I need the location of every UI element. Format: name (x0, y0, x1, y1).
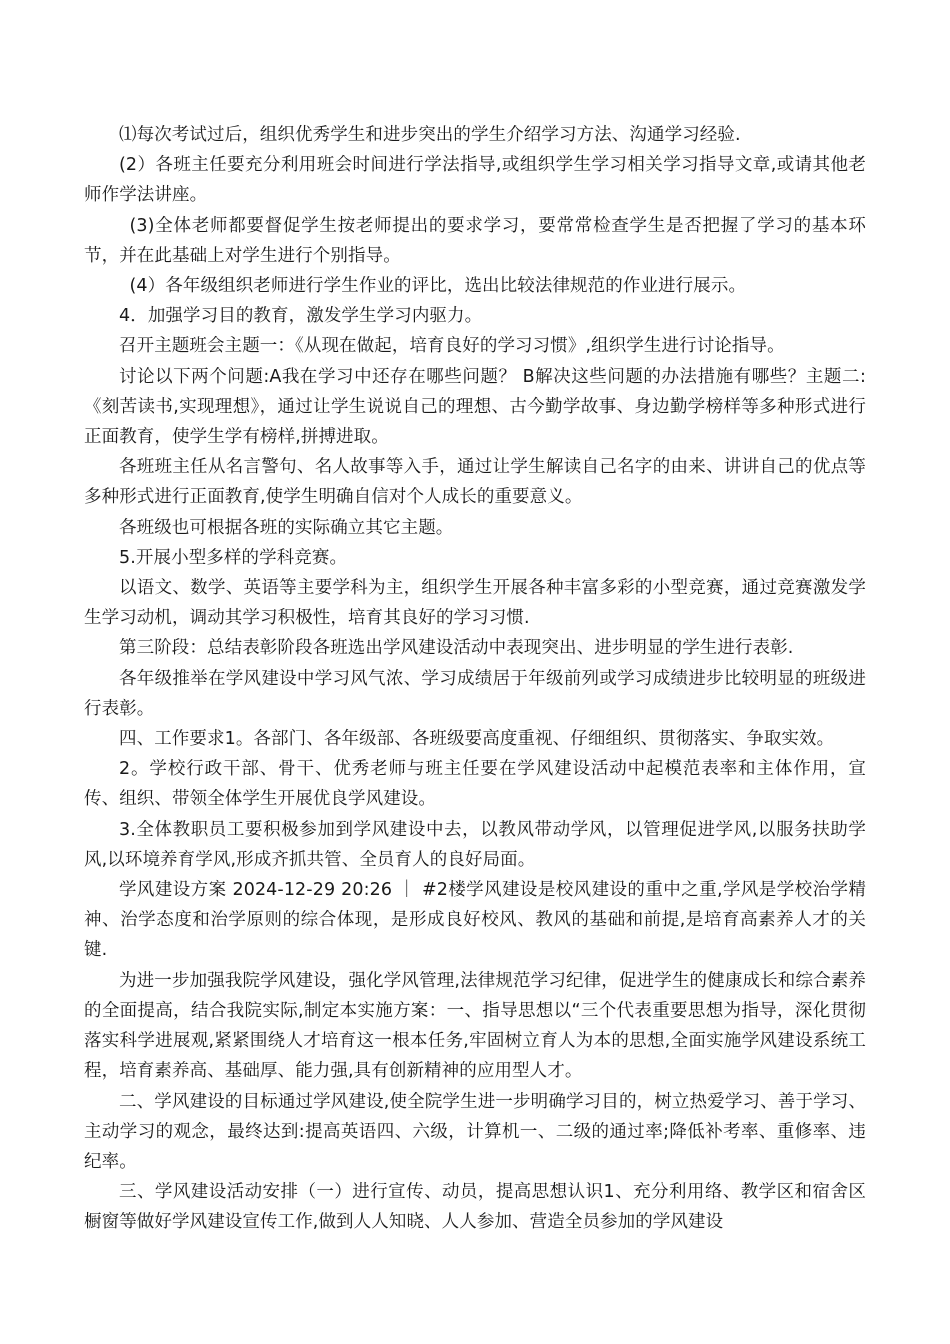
paragraph-5: 4．加强学习目的教育，激发学生学习内驱力。 (119, 306, 483, 327)
paragraph-11: 以语文、数学、英语等主要学科为主，组织学生开展各种丰富多彩的小型竞赛，通过竞赛激发学生学习动机，调动其学习积极性，培育其良好的学习习惯. (84, 578, 866, 629)
paragraph-9: 各班级也可根据各班的实际确立其它主题。 (119, 517, 454, 538)
paragraph-8: 各班班主任从名言警句、名人故事等入手，通过让学生解读自己名字的由来、讲讲自己的优点等多种形式进行正面教育,使学生明确自信对个人成长的重要意义。 (84, 457, 866, 508)
paragraph-16: 3.全体教职员工要积极参加到学风建设中去，以教风带动学风，以管理促进学风,以服务扶助学风,以环境养育学风,形成齐抓共管、全员育人的良好局面。 (84, 819, 866, 870)
paragraph-20: 三、学风建设活动安排（一）进行宣传、动员，提高思想认识1、充分利用络、教学区和宿舍区橱窗等做好学风建设宣传工作,做到人人知晓、人人参加、营造全员参加的学风建设 (84, 1182, 866, 1233)
paragraph-18: 为进一步加强我院学风建设，强化学风管理,法律规范学习纪律，促进学生的健康成长和综合素养的全面提高，结合我院实际,制定本实施方案：一、指导思想以“三个代表重要思想为指导，深化贯彻落实科学进展观,紧紧围绕人才培育这一根本任务,牢固树立育人为本的思想,全面实施学风建设系统工程，培育素养高、基础厚、能力强,具有创新精神的应用型人才。 (84, 970, 866, 1082)
paragraph-13: 各年级推举在学风建设中学习风气浓、学习成绩居于年级前列或学习成绩进步比较明显的班级进行表彰。 (84, 668, 866, 719)
paragraph-7: 讨论以下两个问题:A我在学习中还存在哪些问题？ B解决这些问题的办法措施有哪些？主题二:《刻苦读书,实现理想》，通过让学生说说自己的理想、古今勤学故事、身边勤学榜样等多种形式进行正面教育，使学生学有榜样,拼搏进取。 (84, 366, 866, 448)
paragraph-14: 四、工作要求1。各部门、各年级部、各班级要高度重视、仔细组织、贯彻落实、争取实效。 (119, 729, 835, 750)
document-page (84, 120, 866, 1238)
paragraph-6: 召开主题班会主题一：《从现在做起，培育良好的学习习惯》,组织学生进行讨论指导。 (119, 336, 785, 357)
paragraph-3: (3)全体老师都要督促学生按老师提出的要求学习，要常常检查学生是否把握了学习的基本环节，并在此基础上对学生进行个别指导。 (84, 215, 866, 266)
paragraph-15: 2。学校行政干部、骨干、优秀老师与班主任要在学风建设活动中起模范表率和主体作用，宣传、组织、带领全体学生开展优良学风建设。 (84, 759, 866, 810)
paragraph-4: (4）各年级组织老师进行学生作业的评比，选出比较法律规范的作业进行展示。 (129, 276, 747, 297)
paragraph-19: 二、学风建设的目标通过学风建设,使全院学生进一步明确学习目的，树立热爱学习、善于学习、主动学习的观念，最终达到:提高英语四、六级，计算机一、二级的通过率;降低补考率、重修率、违纪率。 (84, 1091, 866, 1172)
paragraph-2: (2）各班主任要充分利用班会时间进行学法指导,或组织学生学习相关学习指导文章,或请其他老师作学法讲座。 (84, 155, 866, 206)
paragraph-10: 5.开展小型多样的学科竞赛。 (119, 547, 348, 568)
paragraph-17: 学风建设方案 2024-12-29 20:26 ｜ #2楼学风建设是校风建设的重中之重,学风是学校治学精神、治学态度和治学原则的综合体现，是形成良好校风、教风的基础和前提,是培育高素养人才的关键. (84, 880, 866, 961)
paragraph-12: 第三阶段：总结表彰阶段各班选出学风建设活动中表现突出、进步明显的学生进行表彰. (119, 638, 794, 659)
paragraph-1: ⑴每次考试过后，组织优秀学生和进步突出的学生介绍学习方法、沟通学习经验. (119, 125, 741, 145)
